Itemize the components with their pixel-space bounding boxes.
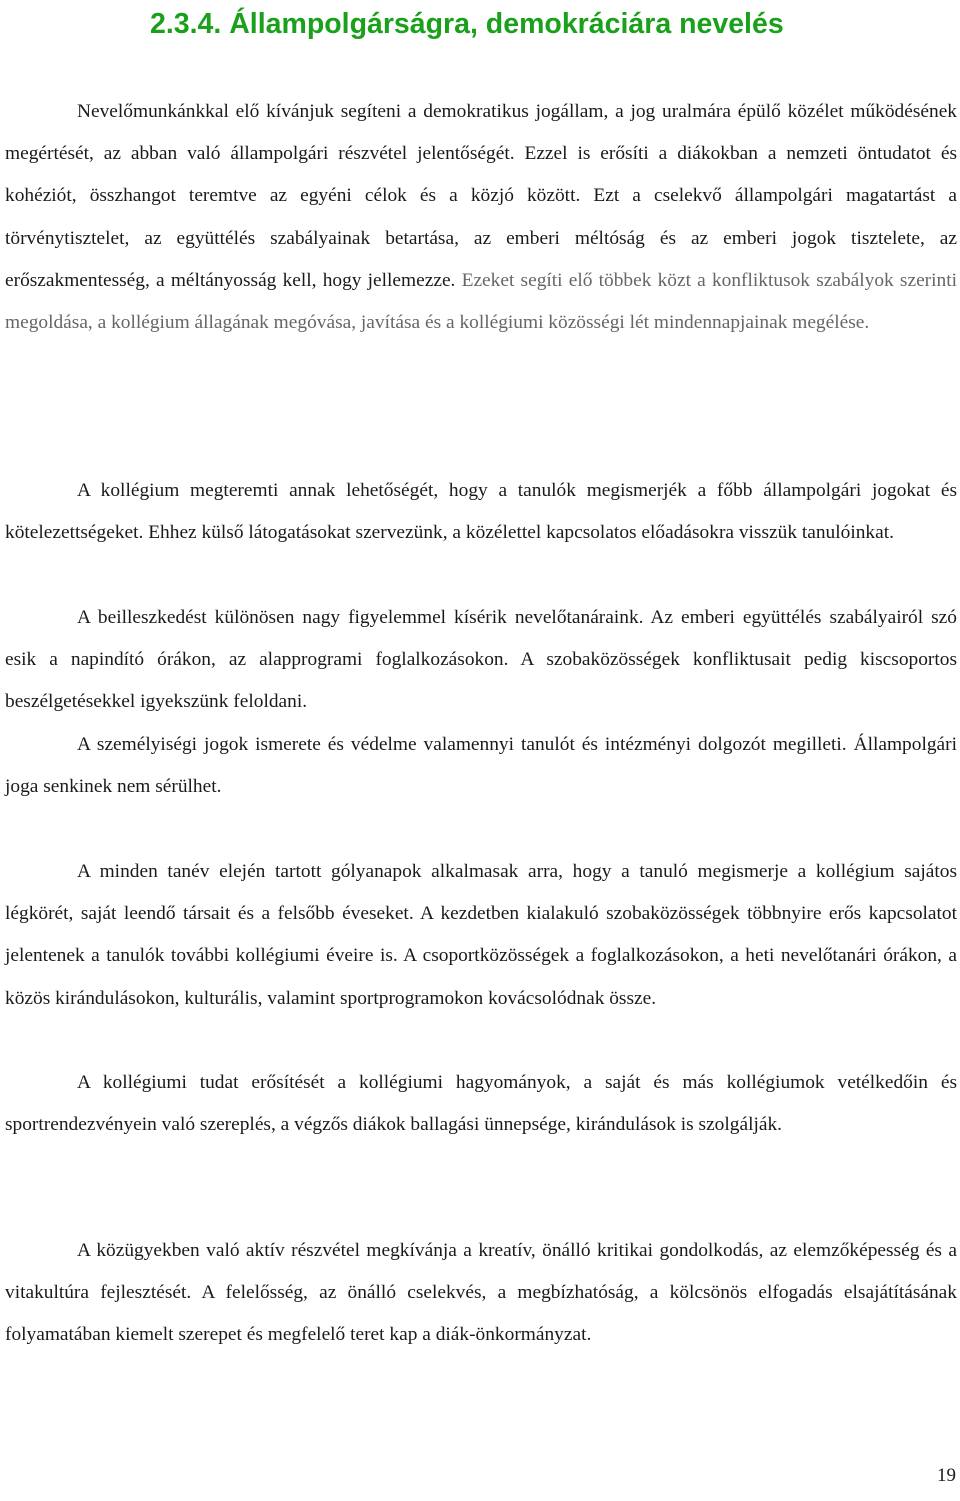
paragraph-integration — [5, 597, 957, 724]
paragraph-text: A személyiségi jogok ismerete és védelme valamennyi tanulót és intézményi dolgozót megilleti. Állampolgári joga senkinek nem sérülhet. — [5, 734, 957, 798]
paragraph-civic-education — [5, 91, 957, 344]
paragraph-student-government — [5, 1230, 957, 1357]
paragraph-text: A kollégiumi tudat erősítését a kollégiumi hagyományok, a saját és más kollégiumok vetélkedőin és sportrendezvényein való szereplés, a végzős diákok ballagási ünnepsége, kirándulások is szolgálják. — [5, 1072, 957, 1136]
paragraph-civic-rights — [5, 470, 957, 554]
paragraph-freshman-days — [5, 851, 957, 1020]
section-heading: 2.3.4. Állampolgárságra, demokráciára nevelés — [150, 8, 784, 40]
page-number: 19 — [937, 1465, 956, 1486]
paragraph-text: Nevelőmunkánkkal elő kívánjuk segíteni a demokratikus jogállam, a jog uralmára épülő közélet működésének megértését, az abban való állampolgári részvétel jelentőségét. Ezzel is erősíti a diákokban a nemzeti öntudatot és kohéziót, összhangot teremtve az egyéni célok és a közjó között. Ezt a cselekvő állampolgári magatartást a törvénytisztelet, az együttélés szabályainak betartása, az emberi méltóság és az emberi jogok tisztelete, az erőszakmentesség, a méltányosság kell, hogy jellemezze. — [5, 101, 957, 291]
paragraph-text: A közügyekben való aktív részvétel megkívánja a kreatív, önálló kritikai gondolkodás, az elemzőképesség és a vitakultúra fejlesztését. A felelősség, az önálló cselekvés, a megbízhatóság, a kölcsönös elfogadás elsajátításának folyamatában kiemelt szerepet és megfelelő teret kap a diák-önkormányzat. — [5, 1240, 957, 1346]
paragraph-text-grey: Ezeket segíti elő többek közt a konfliktusok szabályok szerinti megoldása, a kollégium állagának megóvása, javítása és a kollégiumi közösségi lét mindennapjainak megélése. — [5, 269, 958, 334]
paragraph-text: A beilleszkedést különösen nagy figyelemmel kísérik nevelőtanáraink. Az emberi együttélés szabályairól szó esik a napindító órákon, az alapprogrami foglalkozásokon. A szobaközösségek konfliktusait pedig kiscsoportos beszélgetésekkel igyekszünk feloldani. — [5, 607, 957, 713]
paragraph-personal-rights — [5, 724, 957, 808]
paragraph-text: A kollégium megteremti annak lehetőségét, hogy a tanulók megismerjék a főbb állampolgári jogokat és kötelezettségeket. Ehhez külső látogatásokat szervezünk, a közélettel kapcsolatos előadásokra visszük tanulóinkat. — [5, 480, 957, 544]
paragraph-text: A minden tanév elején tartott gólyanapok alkalmasak arra, hogy a tanuló megismerje a kollégium sajátos légkörét, saját leendő társait és a felsőbb éveseket. A kezdetben kialakuló szobaközösségek többnyire erős kapcsolatot jelentenek a tanulók további kollégiumi éveire is. A csoportközösségek a foglalkozásokon, a heti nevelőtanári órákon, a közös kirándulásokon, kulturális, valamint sportprogramokon kovácsolódnak össze. — [5, 861, 957, 1009]
paragraph-college-traditions — [5, 1062, 957, 1146]
